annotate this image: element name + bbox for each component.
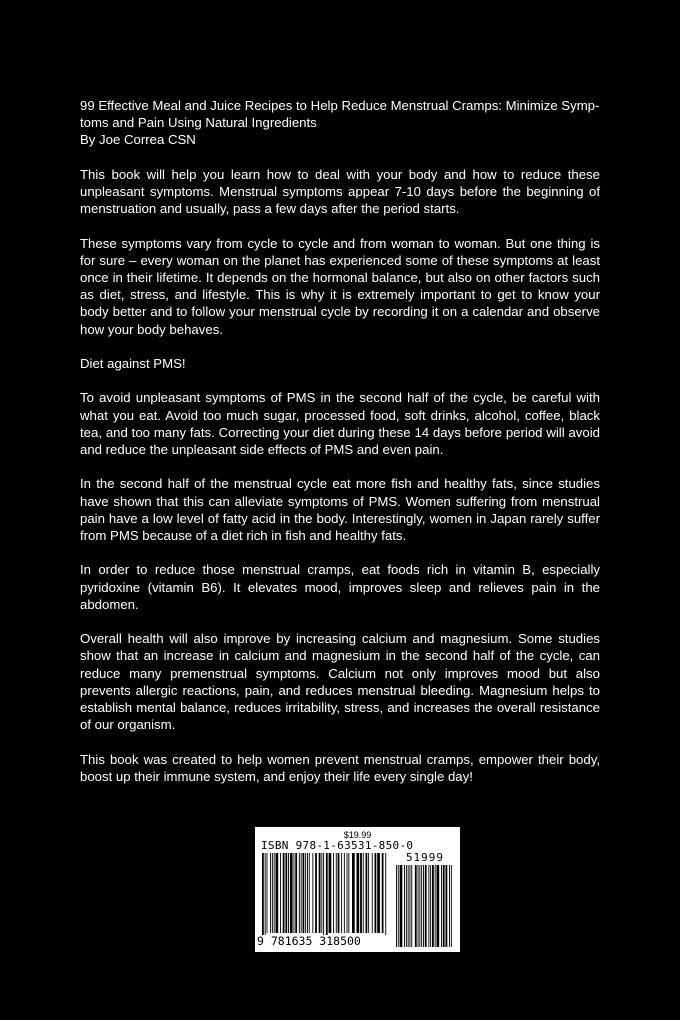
- barcode-bar: [408, 865, 409, 947]
- barcode-bar: [333, 853, 334, 933]
- barcode-ean-digits: 9 781635 318500: [256, 935, 393, 948]
- barcode-bar: [326, 853, 328, 941]
- barcode-bar: [290, 853, 293, 933]
- barcode-bar: [385, 853, 386, 941]
- barcode-bar: [357, 853, 360, 933]
- barcode-bar: [400, 865, 403, 947]
- barcode-bar: [415, 865, 417, 947]
- barcode-bar: [265, 853, 266, 941]
- barcode-bar: [341, 853, 342, 933]
- barcode-bar: [321, 853, 322, 933]
- barcode-bar: [435, 865, 436, 947]
- barcode-bar: [303, 853, 305, 933]
- barcode-bar: [425, 865, 427, 947]
- paragraph-heading-diet: Diet against PMS!: [80, 356, 186, 371]
- book-title-line-2: toms and Pain Using Natural Ingredients: [80, 115, 317, 131]
- barcode-price: $19.99: [343, 830, 372, 840]
- paragraph-vitamin-b: In order to reduce those menstrual cramps, eat foods rich in vitamin B, especially pyridoxine (vitamin B6). It elevates mood, improves sleep and relieves pain in the abdomen.: [80, 562, 600, 612]
- barcode-bar: [272, 853, 273, 933]
- author-line: By Joe Correa CSN: [80, 132, 196, 148]
- barcode-bar: [382, 853, 384, 933]
- barcode-bar: [294, 853, 295, 933]
- barcode-bar: [315, 853, 317, 933]
- barcode-bar: [404, 865, 405, 947]
- barcode-bar: [398, 865, 399, 947]
- barcode-bar: [430, 865, 431, 947]
- barcode-addon-digits: 51999: [405, 851, 445, 864]
- paragraph-fish: In the second half of the menstrual cycle eat more fish and healthy fats, since studies have shown that this can alleviate symptoms of PMS. Women suffering from menstrual pain have a low level of fatty acid in the body. Interestingly, women in Japan rarely suffer from PMS because of a diet rich in fish and healthy fats.: [80, 476, 600, 543]
- barcode-bar: [406, 865, 407, 947]
- barcode-bar: [288, 853, 289, 933]
- barcode-bar: [344, 853, 345, 933]
- barcode-bar: [319, 853, 321, 933]
- paragraph-avoid: To avoid unpleasant symptoms of PMS in the second half of the cycle, be careful with what you eat. Avoid too much sugar, processed food, soft drinks, alcohol, coffee, black tea, and too many fats. Correcting your diet during these 14 days before period will avoid and reduce the unpleasant side effects of PMS and even pain.: [80, 390, 600, 457]
- barcode-bar: [329, 853, 332, 933]
- barcode-bar: [423, 865, 424, 947]
- barcode-bar: [299, 853, 300, 933]
- barcode-bar: [309, 853, 310, 933]
- paragraph-calcium: Overall health will also improve by increasing calcium and magnesium. Some studies show that an increase in calcium and magnesium in the second half of the cycle, can reduce many premenstrual symptoms. Calcium not only improves mood but also prevents allergic reactions, pain, and reduces menstrual bleeding. Magnesium helps to establish mental balance, reduces irritability, stress, and increases the overall resistance of our organism.: [80, 631, 600, 733]
- barcode-bar: [419, 865, 420, 947]
- barcode-bar: [270, 853, 271, 933]
- barcode-bar: [347, 853, 348, 933]
- isbn-number-text: ISBN 978-1-63531-850-0: [261, 839, 414, 852]
- book-title-line-1: 99 Effective Meal and Juice Recipes to Help Reduce Menstrual Cramps: Minimize Symp-: [80, 98, 600, 113]
- barcode-bar: [432, 865, 434, 947]
- barcode-bar: [375, 853, 377, 933]
- barcode-bar: [301, 853, 302, 933]
- paragraph-symptoms: These symptoms vary from cycle to cycle and from woman to woman. But one thing is for sure – every woman on the planet has experienced some of these symptoms at least once in their lifetime. It depends on the hormonal balance, but also on other factors such as diet, stress, and lifestyle. This is why it is extremely important to get to know your body better and to follow your menstrual cycle by recording it on a calendar and observe how your body behaves.: [80, 235, 600, 337]
- barcode-bar: [441, 865, 442, 947]
- barcode-bar: [352, 853, 355, 933]
- barcode-bar: [274, 853, 275, 933]
- barcode-bar: [421, 865, 422, 947]
- barcode-bar: [305, 853, 306, 933]
- barcode-bar: [437, 865, 440, 947]
- barcode-bar: [428, 865, 429, 947]
- barcode-bar: [360, 853, 362, 933]
- barcode-bar: [449, 865, 450, 947]
- barcode-bar: [443, 865, 445, 947]
- barcode-bar: [451, 865, 452, 947]
- barcode-bar: [276, 853, 279, 933]
- barcode-bar: [262, 853, 264, 941]
- barcode-bar: [338, 853, 340, 933]
- barcode-bar: [307, 853, 308, 933]
- barcode-bar: [377, 853, 380, 933]
- barcode-bar: [323, 853, 324, 941]
- barcode-bar: [285, 853, 287, 933]
- barcode-bar: [366, 853, 368, 933]
- barcode-bar: [446, 865, 448, 947]
- barcode-addon-bars: [395, 865, 453, 947]
- barcode-bar: [410, 865, 411, 947]
- barcode-bar: [312, 853, 313, 933]
- barcode-main-bars: [261, 853, 389, 941]
- barcode-bar: [283, 853, 285, 933]
- paragraph-intro: This book will help you learn how to deal with your body and how to reduce these unpleasant symptoms. Menstrual symptoms appear 7-10 days before the beginning of menstruation and usually, pass a few days after the period starts.: [80, 166, 600, 217]
- blurb-text-block: [80, 97, 600, 785]
- barcode-bar: [411, 865, 412, 947]
- barcode-bar: [418, 865, 419, 947]
- barcode-bar: [348, 853, 349, 933]
- barcode-bar: [336, 853, 337, 933]
- barcode-bar: [363, 853, 364, 933]
- barcode-bar: [267, 853, 268, 933]
- barcode-bar: [280, 853, 281, 933]
- barcode-bar: [368, 853, 369, 933]
- paragraph-closing: This book was created to help women prevent menstrual cramps, empower their body, boost up their immune system, and enjoy their life every single day!: [80, 751, 600, 784]
- barcode-bar: [295, 853, 297, 933]
- barcode-bar: [396, 865, 397, 947]
- isbn-barcode: [255, 827, 460, 952]
- barcode-bar: [372, 853, 373, 933]
